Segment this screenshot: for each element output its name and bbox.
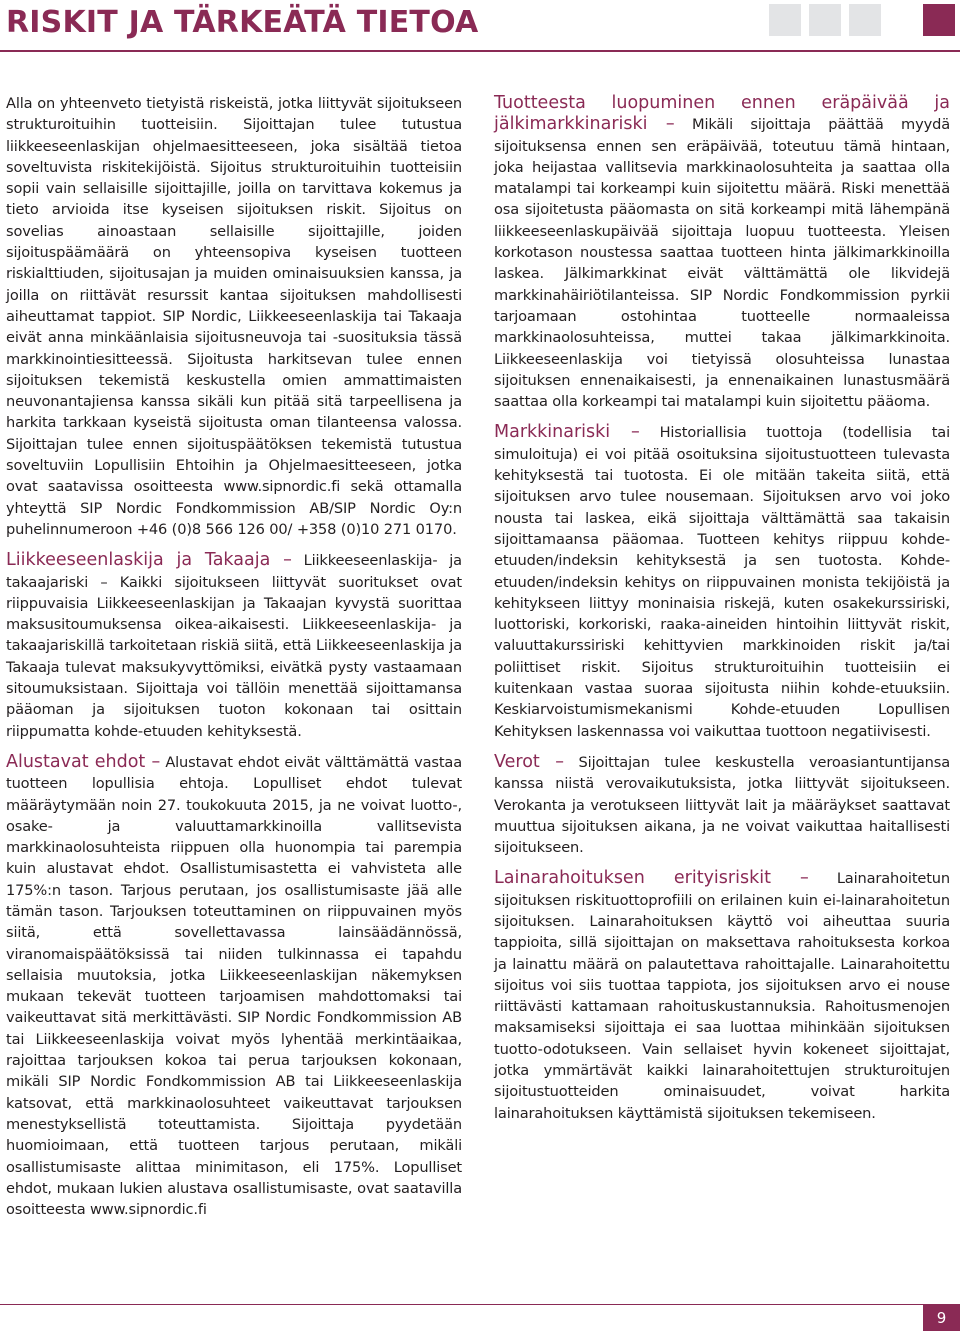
header-square-decoration <box>849 4 881 36</box>
header-divider <box>0 50 960 52</box>
header-accent-square <box>923 4 955 36</box>
section-taxes <box>494 752 950 858</box>
section-heading: Lainarahoituksen erityisriskit – <box>494 868 809 889</box>
section-leverage-risk <box>494 868 950 1124</box>
header-square-decoration <box>809 4 841 36</box>
header-square-decoration <box>769 4 801 36</box>
left-column <box>6 93 462 1230</box>
section-body: Sijoittajan tulee keskustella veroasiantuntijansa kanssa niistä verovaikutuksista, jotka liittyvät sijoitukseen. Verokanta ja verotukseen liittyvät lait ja määräykset saattavat muuttua sijoituksen aikana, ja ne voivat vaikuttaa haitallisesti sijoitukseen. <box>494 753 950 857</box>
section-body: Liikkeeseenlaskija- ja takaajariski – Kaikki sijoitukseen liittyvät suoritukset ovat riippuvaisia Liikkeeseenlaskijan ja Takaajan kyvystä suorittaa maksusitoumuksensa oikea-aikaisesti. Liikkeeseenlaskija- ja takaajariskillä tarkoitetaan riskiä siitä, että Liikkeeseenlaskija ja Takaaja tulevat maksukyvyttömiksi, eivätkä pysty vastaamaan sitoumuksistaan. Sijoittaja voi tällöin menettää sijoittamansa pääoman ja sijoituksen tuoton kokonaan tai osittain riippumatta kohde-etuuden kehityksestä. <box>6 552 462 740</box>
section-preliminary-terms <box>6 752 462 1221</box>
section-heading: Markkinariski – <box>494 422 640 443</box>
footer-divider <box>0 1304 960 1305</box>
intro-paragraph: Alla on yhteenveto tietyistä riskeistä, jotka liittyvät sijoitukseen strukturoituihin tuotteisiin. Sijoittajan tulee tutustua liikkeeseenlaskijan ohjelmaesitteeseen, joka sisältää tietoa soveltuvista riskitekijöistä. Sijoitus strukturoituihin tuotteisiin sopii vain sellaisille sijoittajille, joilla on tarvittava kokemus ja tieto arvioida itse kyseisen sijoituksen riskit. Sijoitus on sovelias ainoastaan sellaisille sijoittajille, joiden sijoituspäämäärä on yhteensopiva kyseisen tuotteen riskialttiuden, sijoitusajan ja muiden ominaisuuksien kanssa, ja joilla on riittävät resurssit kantaa sijoituksen mahdollisesti aiheuttamat tappiot. SIP Nordic, Liikkeeseenlaskija tai Takaaja eivät anna minkäänlaisia sijoitusneuvoja tai -suosituksia tässä markkinointiesitteessä. Sijoitusta harkitsevan tulee ennen sijoituksen tekemistä keskustella omien ammattimaisten neuvonantajiensa kanssa sikäli kun pitää sitä tarpeellisena ja harkita tarkkaan kyseistä sijoitusta oman tilanteensa valossa. Sijoittajan tulee ennen sijoituspäätöksen tekemistä tutustua soveltuviin Lopullisiin Ehtoihin ja Ohjelmaesitteeseen, jotka ovat saatavissa osoitteesta www.sipnordic.fi sekä ottamalla yhteyttä SIP Nordic Fondkommission AB/SIP Nordic Oy:n puhelinnumeroon +46 (0)8 566 126 00/ +358 (0)10 271 0170. <box>6 95 462 538</box>
right-column <box>494 93 950 1134</box>
section-heading: Verot – <box>494 751 565 772</box>
section-early-exit <box>494 93 950 412</box>
page-number: 9 <box>923 1305 960 1331</box>
section-heading: Alustavat ehdot – <box>6 751 161 772</box>
section-issuer-guarantor <box>6 550 462 742</box>
page-title: RISKIT JA TÄRKEÄTÄ TIETOA <box>6 5 479 40</box>
section-body: Mikäli sijoittaja päättää myydä sijoituksensa ennen sen eräpäivää, toteutuu tämä hintaan, joka heijastaa vallitsevia markkinaolosuhteita ja saattaa olla matalampi tai korkeampi kuin sijoitettu määrä. Riski menettää osa sijoitetusta pääomasta on sitä korkeampi mitä lähempänä liikkeeseenlaskupäivää sijoittaja luopuu tuotteesta. Yleisen korkotason noustessa saattaa tuotteen hinta jälkimarkkinoilla laskea. Jälkimarkkinat eivät välttämättä ole likvidejä markkinahäiriötilanteissa. SIP Nordic Fondkommission pyrkii tarjoamaan ostohintaa tuotteelle normaaleissa markkinaolosuhteissa, muttei takaa jälkimarkkinoita. Liikkeeseenlaskija voi tietyissä olosuhteissa lunastaa sijoituksen ennenaikaisesti, ja ennenaikainen lunastusmäärä saattaa olla korkeampi tai matalampi kuin sijoitettu pääoma. <box>494 116 950 411</box>
section-body: Lainarahoitetun sijoituksen riskituottoprofiili on erilainen kuin ei-lainarahoitetun sijoituksen. Lainarahoituksen käyttö voi aiheuttaa suuria tappioita, sillä sijoittajan on maksettava rahoituksesta korkoa ja lainattu määrä on palautettava rahoittajalle. Lainarahoitettu sijoitus voi siis tuottaa tappiota, jos sijoituksen arvo ei nouse riittävästi kattamaan rahoituskustannuksia. Rahoitusmenojen maksamiseksi sijoittaja ei saa luottaa mihinkään sijoituksen tuotto-odotukseen. Vain sellaiset hyvin kokeneet sijoittajat, jotka ymmärtävät kaikki lainarahoitettujen strukturoitujen sijoitustuotteiden ominaisuudet, voivat harkita lainarahoituksen käyttämistä sijoituksen tekemiseen. <box>494 870 950 1122</box>
section-heading: Tuotteesta luopuminen ennen eräpäivää ja jälkimarkkinariski – <box>494 93 950 135</box>
section-body: Historiallisia tuottoja (todellisia tai simuloituja) ei voi pitää osoituksina sijoitustuotteen tulevasta kehityksestä tai tuotosta. Ei ole mitään takeita siitä, että sijoituksen arvo tulee nousemaan. Sijoituksen arvo voi joko nousta tai laskea, eikä sijoittaja välttämättä saa takaisin sijoittamaansa pääomaa. Tuotteen kehitys riippuu kohde-etuuden/indeksin kehityksestä ja sen tuotosta. Kohde-etuuden/indeksin kehitys on riippuvainen monista tekijöistä ja kehitykseen liittyy moninaisia riskejä, kuten osakekurssiriski, luottoriski, korkoriski, raaka-aineiden hintoihin liittyvät riskit, valuuttakurssiriski kehittyvien markkinoiden riskit ja/tai poliittiset riskit. Sijoitus strukturoituihin tuotteisiin ei kuitenkaan vastaa suoraa sijoitusta niihin kohde-etuuksiin. Keskiarvoistumismekanismi Kohde-etuuden Lopullisen Kehityksen laskennassa voi vaikuttaa tuottoon negatiivisesti. <box>494 424 950 740</box>
section-heading: Liikkeeseenlaskija ja Takaaja – <box>6 550 292 571</box>
section-market-risk <box>494 422 950 741</box>
section-body: Alustavat ehdot eivät välttämättä vastaa tuotteen lopullisia ehtoja. Lopulliset ehdot tulevat määräytymään noin 27. toukokuuta 2015, ja ne voivat luotto-, osake- ja valuuttamarkkinoilla vallitsevista markkinaolosuhteista riippuen olla huonompia tai parempia kuin alustavat ehdot. Osallistumisastetta ei vahvisteta alle 175%:n tason. Tarjous perutaan, jos osallistumisaste jää alle tämän tason. Tarjouksen toteuttaminen on riippuvainen myös siitä, että sovellettavassa lainsäädännössä, viranomaispäätöksissä tai niiden tulkinnassa ei tapahdu sellaisia muutoksia, jotka Liikkeeseenlaskijan näkemyksen mukaan tekevät tuotteen tarjoamisen mahdottomaksi tai vaikeuttavat sitä merkittävästi. SIP Nordic Fondkommission AB tai Liikkeeseenlaskija voivat myös lyhentää merkintäaikaa, rajoittaa tarjouksen kokoa tai perua tarjouksen kokonaan, mikäli SIP Nordic Fondkommission AB tai Liikkeeseenlaskija katsovat, että markkinaolosuhteet vaikeuttavat tarjouksen menestyksellistä toteuttamista. Sijoittaja pyydetään huomioimaan, että tuotteen tarjous perutaan, mikäli osallistumisaste alittaa minimitason, eli 175%. Lopulliset ehdot, mukaan lukien alustava osallistumisaste, ovat saatavilla osoitteesta www.sipnordic.fi <box>6 753 462 1219</box>
